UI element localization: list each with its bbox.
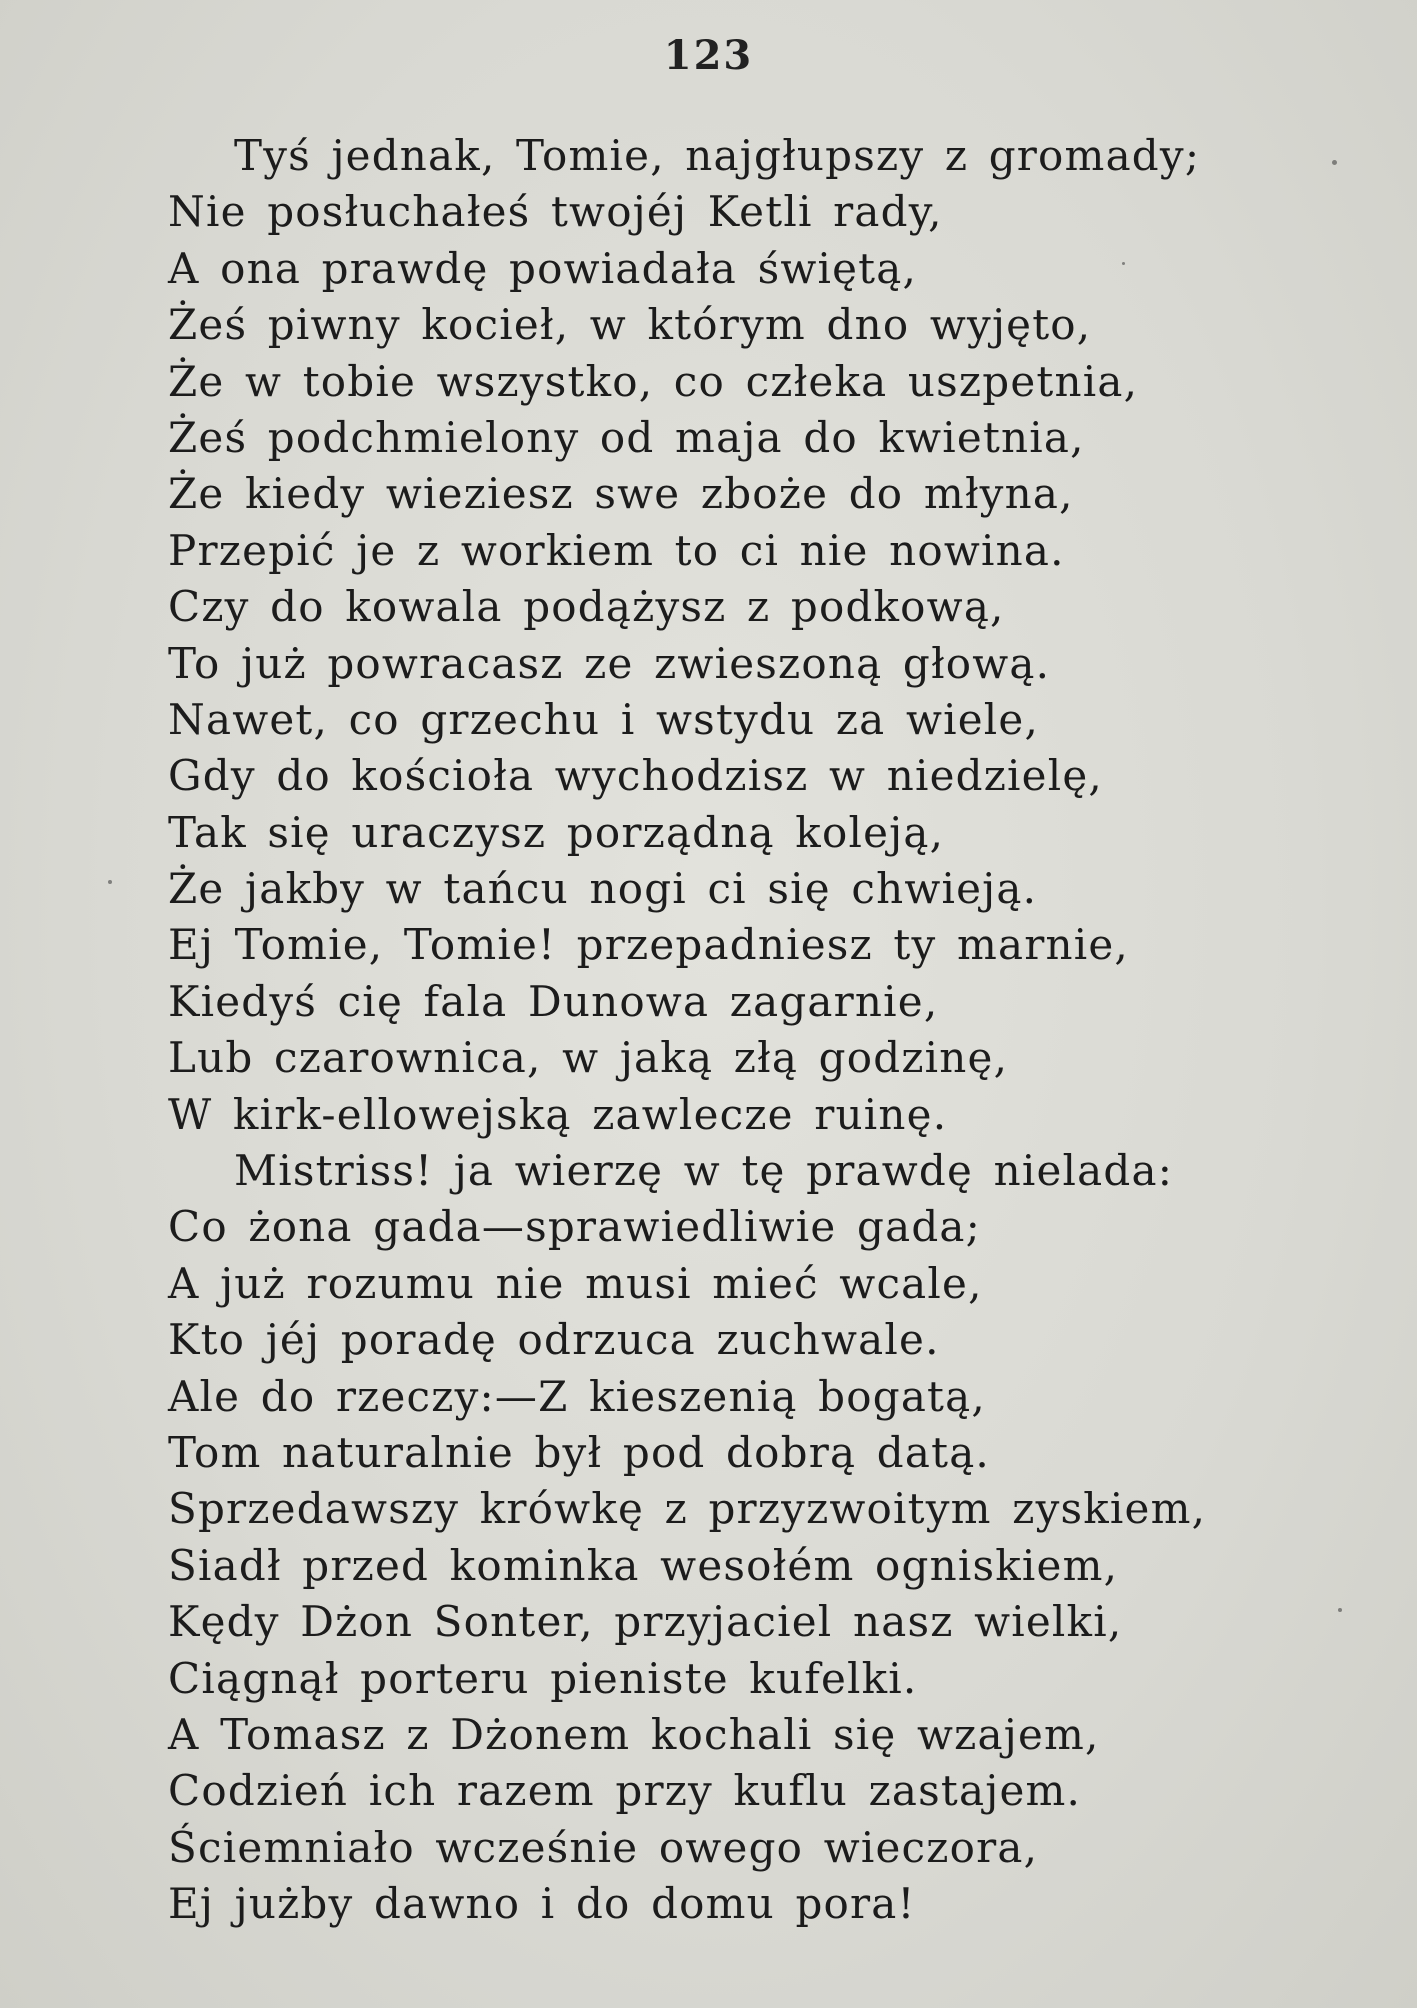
poem-line: Co żona gada—sprawiedliwie gada; xyxy=(168,1202,982,1252)
poem-line: Tom naturalnie był pod dobrą datą. xyxy=(168,1427,990,1477)
poem-line: A już rozumu nie musi mieć wcale, xyxy=(168,1258,983,1308)
poem-line: Sprzedawszy krówkę z przyzwoitym zyskiem, xyxy=(168,1484,1207,1534)
paper-speck xyxy=(108,880,112,884)
poem-line: Ej jużby dawno i do domu pora! xyxy=(168,1879,916,1929)
poem-line: Ściemniało wcześnie owego wieczora, xyxy=(168,1822,1039,1872)
poem-text xyxy=(168,128,1308,1933)
poem-line: Że kiedy wieziesz swe zboże do młyna, xyxy=(168,469,1074,519)
poem-line: Mistriss! ja wierzę w tę prawdę nielada: xyxy=(234,1146,1174,1196)
poem-line: Codzień ich razem przy kuflu zastajem. xyxy=(168,1766,1082,1816)
poem-line: Kędy Dżon Sonter, przyjaciel nasz wielki, xyxy=(168,1597,1123,1647)
poem-line: Kto jéj poradę odrzuca zuchwale. xyxy=(168,1315,940,1365)
poem-line: Nie posłuchałeś twojéj Ketli rady, xyxy=(168,187,943,237)
poem-line: Tak się uraczysz porządną koleją, xyxy=(168,807,945,857)
poem-line: W kirk-ellowejską zawlecze ruinę. xyxy=(168,1089,948,1139)
poem-line: Tyś jednak, Tomie, najgłupszy z gromady; xyxy=(234,131,1201,180)
poem-line: Ej Tomie, Tomie! przepadniesz ty marnie, xyxy=(168,920,1129,970)
poem-line: Przepić je z workiem to ci nie nowina. xyxy=(168,525,1065,575)
poem-line: Że w tobie wszystko, co człeka uszpetnia, xyxy=(168,356,1139,406)
poem-line: Nawet, co grzechu i wstydu za wiele, xyxy=(168,694,1040,744)
poem-line: Lub czarownica, w jaką złą godzinę, xyxy=(168,1033,1009,1083)
paper-speck xyxy=(1332,160,1337,165)
poem-line: Kiedyś cię fala Dunowa zagarnie, xyxy=(168,976,939,1026)
poem-line: Siadł przed kominka wesołém ogniskiem, xyxy=(168,1540,1119,1590)
poem-line: Gdy do kościoła wychodzisz w niedzielę, xyxy=(168,751,1103,801)
poem-line: Ciągnął porteru pieniste kufelki. xyxy=(168,1653,918,1703)
paper-speck xyxy=(1122,262,1125,265)
poem-line: A Tomasz z Dżonem kochali się wzajem, xyxy=(168,1709,1100,1759)
poem-line: Żeś podchmielony od maja do kwietnia, xyxy=(168,412,1085,462)
poem-line: Czy do kowala podążysz z podkową, xyxy=(168,582,1005,632)
poem-line: A ona prawdę powiadała świętą, xyxy=(168,243,918,293)
poem-line: To już powracasz ze zwieszoną głową. xyxy=(168,638,1051,688)
page-number: 123 xyxy=(663,32,754,79)
poem-line: Że jakby w tańcu nogi ci się chwieją. xyxy=(168,864,1038,914)
poem-line: Żeś piwny kocieł, w którym dno wyjęto, xyxy=(168,300,1092,350)
paper-speck xyxy=(1338,1608,1342,1612)
poem-line: Ale do rzeczy:—Z kieszenią bogatą, xyxy=(168,1371,986,1421)
